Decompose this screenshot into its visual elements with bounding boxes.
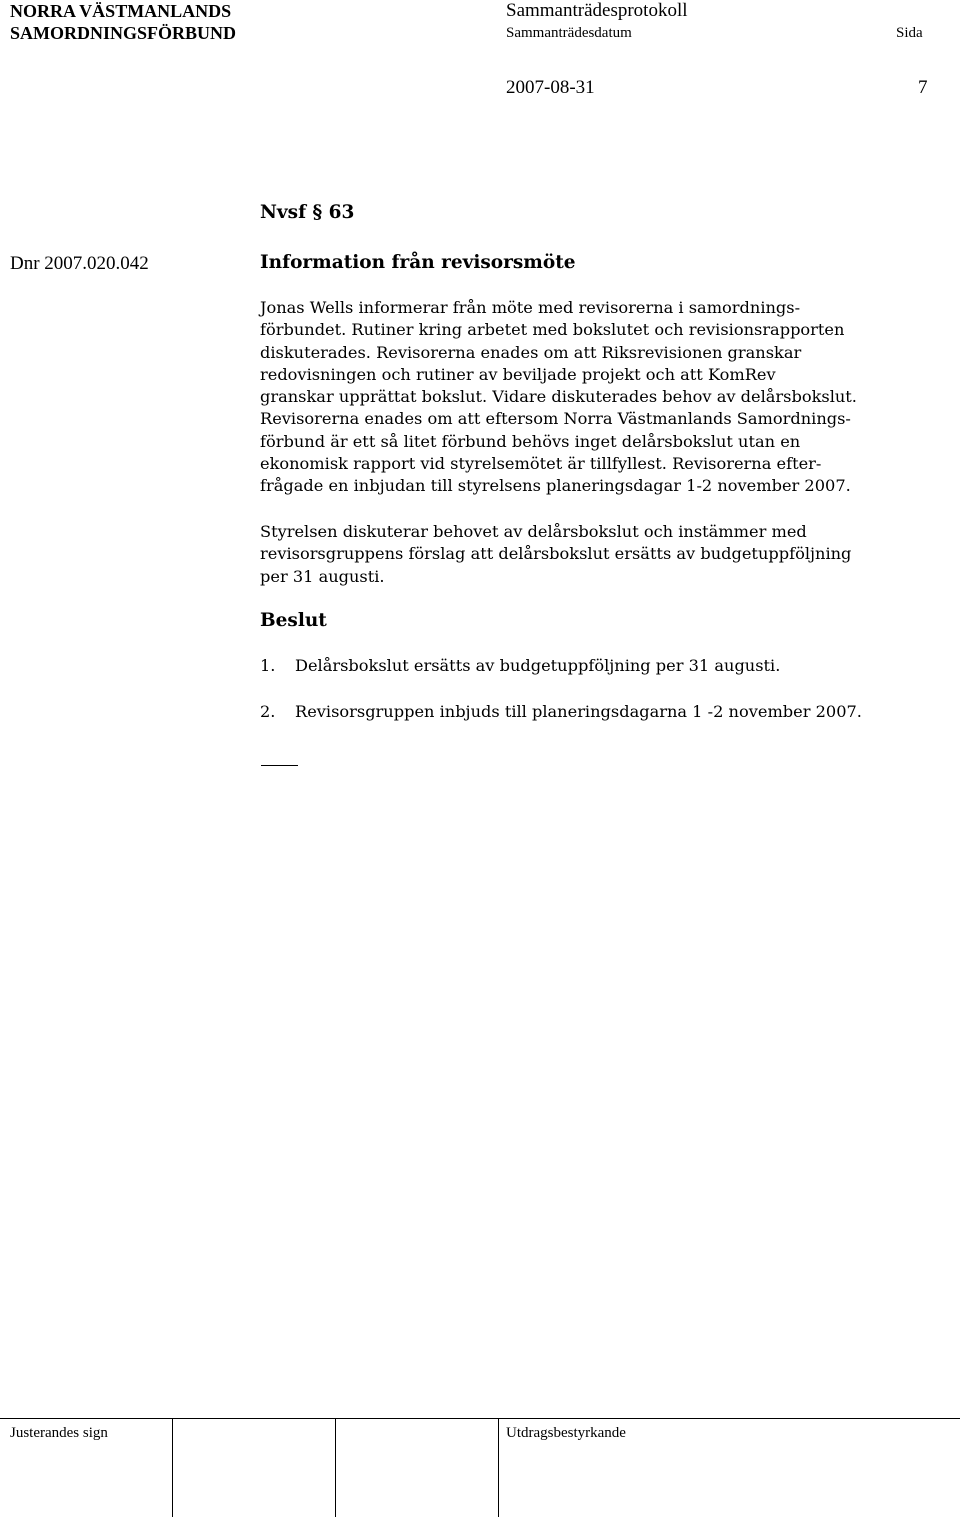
paragraph-line: Revisorerna enades om att eftersom Norra Västmanlands Samordnings- [260, 409, 851, 429]
paragraph-2 [260, 521, 950, 588]
footer-divider [498, 1418, 499, 1517]
paragraph-line: ekonomisk rapport vid styrelsemötet är tillfyllest. Revisorerna efter- [260, 454, 822, 474]
date-label: Sammanträdesdatum [506, 25, 632, 41]
page-label: Sida [896, 25, 923, 41]
org-name-line1: NORRA VÄSTMANLANDS [10, 1, 232, 21]
paragraph-line: per 31 augusti. [260, 566, 385, 586]
decision-heading: Beslut [260, 610, 327, 631]
signature-footer [0, 1418, 960, 1517]
decision-item-text: Delårsbokslut ersätts av budgetuppföljning per 31 augusti. [295, 656, 781, 675]
footer-top-rule [0, 1418, 960, 1419]
paragraph-line: redovisningen och rutiner av beviljade projekt och att KomRev [260, 364, 776, 384]
justerandes-sign-label: Justerandes sign [10, 1425, 108, 1441]
page-number: 7 [918, 77, 928, 98]
paragraph-line: diskuterades. Revisorerna enades om att Riksrevisionen granskar [260, 342, 802, 362]
decision-item-number: 1. [260, 656, 276, 675]
section-title: Information från revisorsmöte [260, 252, 576, 273]
paragraph-line: Styrelsen diskuterar behovet av delårsbokslut och instämmer med [260, 522, 807, 541]
paragraph-line: frågade en inbjudan till styrelsens planeringsdagar 1-2 november 2007. [260, 476, 851, 496]
paragraph-line: förbund är ett så litet förbund behövs inget delårsbokslut utan en [260, 431, 801, 451]
meeting-date: 2007-08-31 [506, 77, 595, 98]
org-name-line2: SAMORDNINGSFÖRBUND [10, 23, 237, 43]
paragraph-line: förbundet. Rutiner kring arbetet med bokslutet och revisionsrapporten [260, 320, 845, 340]
decision-item-number: 2. [260, 702, 276, 721]
protocol-title: Sammanträdesprotokoll [506, 0, 688, 21]
decision-item-text: Revisorsgruppen inbjuds till planeringsdagarna 1 -2 november 2007. [295, 702, 862, 721]
paragraph-line: granskar upprättat bokslut. Vidare diskuterades behov av delårsbokslut. [260, 387, 857, 407]
decision-item [260, 656, 780, 675]
paragraph-1 [260, 297, 950, 498]
paragraph-line: Jonas Wells informerar från möte med revisorerna i samordnings- [260, 298, 801, 317]
paragraph-reference: Nvsf § 63 [260, 202, 355, 223]
paragraph-line: revisorsgruppens förslag att delårsbokslut ersätts av budgetuppföljning [260, 544, 852, 564]
diary-number: Dnr 2007.020.042 [10, 253, 149, 274]
decision-item [260, 702, 862, 721]
utdragsbestyrkande-label: Utdragsbestyrkande [506, 1425, 626, 1441]
footer-divider [172, 1418, 173, 1517]
end-rule [261, 765, 298, 766]
footer-divider [335, 1418, 336, 1517]
